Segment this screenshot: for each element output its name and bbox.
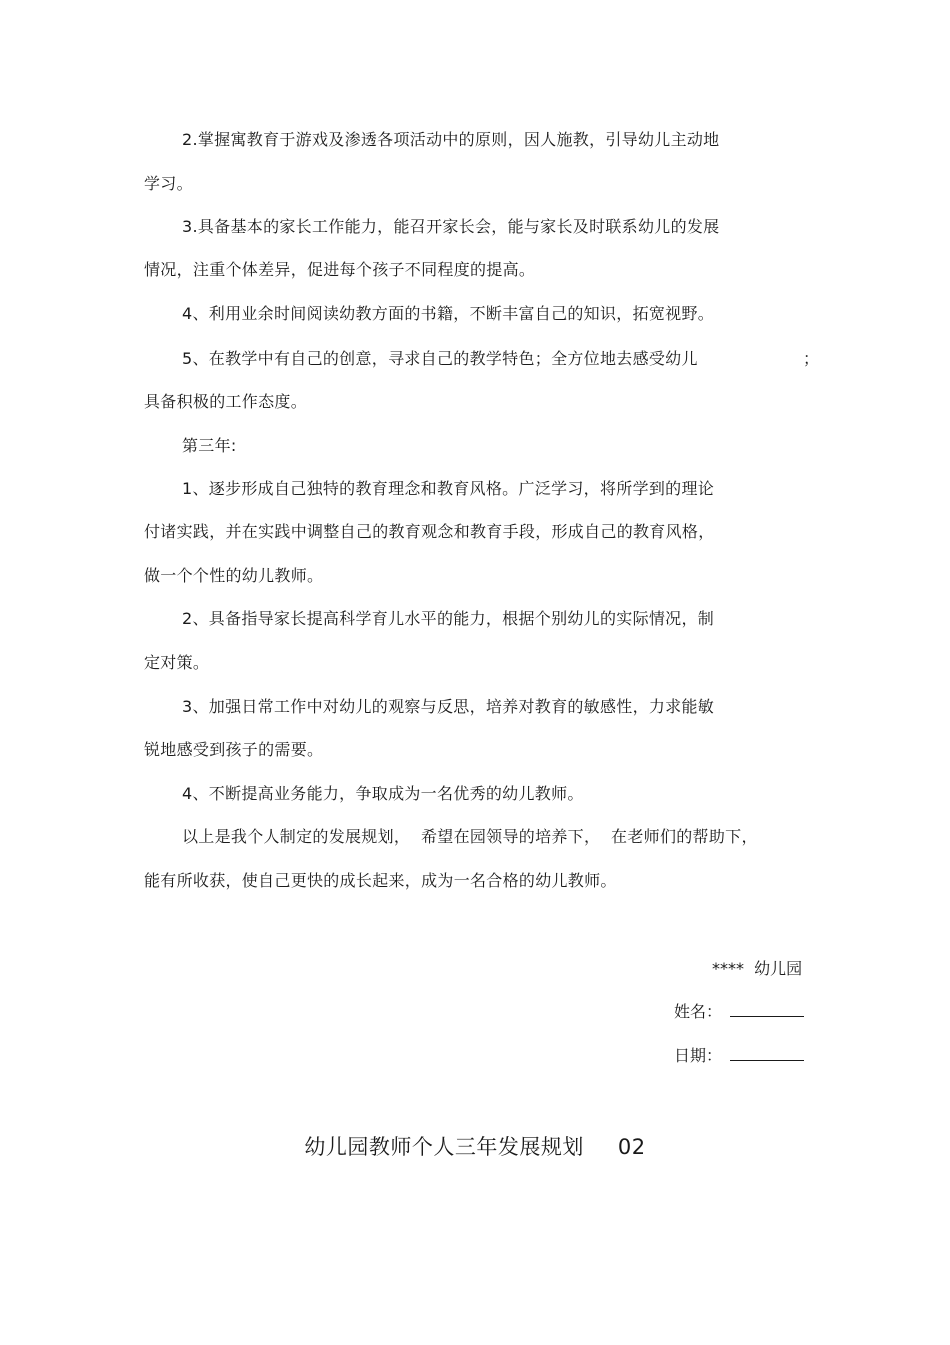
signature-date-row bbox=[674, 1046, 804, 1066]
signature-name-row bbox=[674, 1002, 804, 1022]
closing-line: 以上是我个人制定的发展规划， 希望在园领导的培养下， 在老师们的帮助下， bbox=[182, 827, 758, 846]
paragraph-line: 情况，注重个体差异，促进每个孩子不同程度的提高。 bbox=[144, 260, 536, 279]
paragraph-line: 3、加强日常工作中对幼儿的观察与反思，培养对教育的敏感性，力求能敏 bbox=[182, 697, 715, 716]
paragraph-line: 锐地感受到孩子的需要。 bbox=[144, 740, 324, 759]
paragraph-line: 付诸实践，并在实践中调整自己的教育观念和教育手段，形成自己的教育风格， bbox=[144, 522, 715, 541]
paragraph-line: 3.具备基本的家长工作能力，能召开家长会，能与家长及时联系幼儿的发展 bbox=[182, 217, 720, 236]
title-text: 幼儿园教师个人三年发展规划 bbox=[304, 1135, 584, 1159]
paragraph-semicolon: ； bbox=[803, 349, 820, 368]
date-blank-line bbox=[730, 1046, 804, 1061]
signature-org: **** 幼儿园 bbox=[712, 959, 803, 978]
paragraph-line: 2.掌握寓教育于游戏及渗透各项活动中的原则，因人施教，引导幼儿主动地 bbox=[182, 130, 720, 149]
paragraph-line: 定对策。 bbox=[144, 653, 210, 672]
closing-line: 能有所收获，使自己更快的成长起来，成为一名合格的幼儿教师。 bbox=[144, 871, 617, 890]
paragraph-line: 2、具备指导家长提高科学育儿水平的能力，根据个别幼儿的实际情况，制 bbox=[182, 609, 715, 628]
name-label: 姓名： bbox=[674, 1002, 723, 1021]
date-label: 日期： bbox=[674, 1046, 723, 1065]
paragraph-line: 5、在教学中有自己的创意，寻求自己的教学特色；全方位地去感受幼儿 bbox=[182, 349, 698, 368]
year-heading: 第三年: bbox=[182, 436, 237, 455]
paragraph-line: 4、利用业余时间阅读幼教方面的书籍，不断丰富自己的知识，拓宽视野。 bbox=[182, 304, 715, 323]
paragraph-line: 学习。 bbox=[144, 174, 193, 193]
paragraph-line: 做一个个性的幼儿教师。 bbox=[144, 566, 324, 585]
paragraph-line: 4、不断提高业务能力，争取成为一名优秀的幼儿教师。 bbox=[182, 784, 584, 803]
name-blank-line bbox=[730, 1002, 804, 1017]
title-number: 02 bbox=[617, 1135, 646, 1159]
paragraph-line: 具备积极的工作态度。 bbox=[144, 392, 308, 411]
next-document-title bbox=[0, 1134, 950, 1160]
paragraph-line: 1、逐步形成自己独特的教育理念和教育风格。广泛学习，将所学到的理论 bbox=[182, 479, 715, 498]
